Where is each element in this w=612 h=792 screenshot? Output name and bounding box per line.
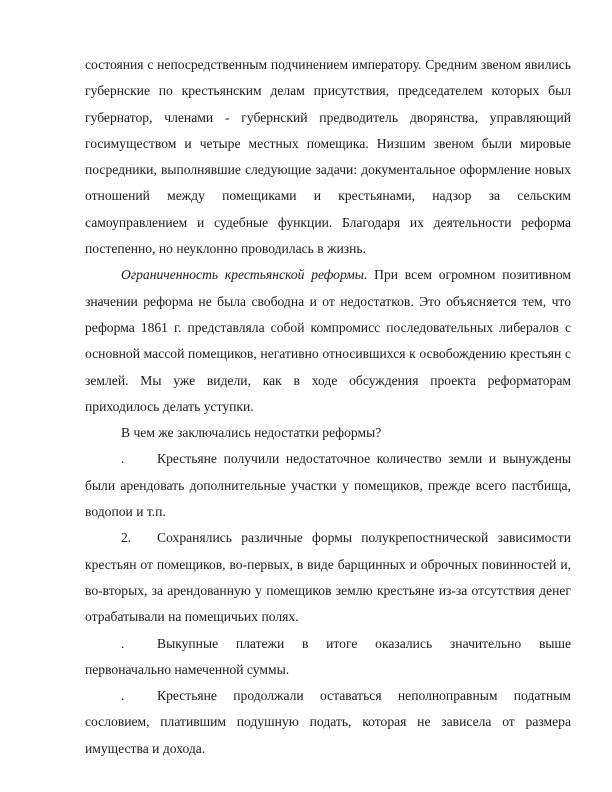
- paragraph-reform-limitations: [85, 262, 571, 420]
- list-item-3: [85, 631, 571, 684]
- paragraph-reform-structure: состояния с непосредственным подчинением императору. Средним звеном явились губернские по крестьянским делам присутствия, председателем которых был губернатор, членами - губернский предводитель дворянства, управляющий госимуществом и четыре местных помещика. Низшим звеном были мировые посредники, выполнявшие следующие задачи: документальное оформление новых отношений между помещиками и крестьянами, надзор за сельским самоуправлением и судебные функции. Благодаря их деятельности реформа постепенно, но неуклонно проводилась в жизнь.: [85, 57, 571, 257]
- list-marker-3: .: [121, 635, 125, 651]
- list-item-1-text: Крестьяне получили недостаточное количество земли и вынуждены были арендовать дополнительные участки у помещиков, прежде всего пастбища, водопои и т.п.: [85, 451, 571, 520]
- list-marker-1: .: [121, 451, 125, 467]
- paragraph-question: В чем же заключались недостатки реформы?: [121, 425, 382, 441]
- list-item-2-text: Сохранялись различные формы полукрепостнической зависимости крестьян от помещиков, во-первых, в виде барщинных и оброчных повинностей и, во-вторых, за арендованную у помещиков землю крестьяне из-за отсутствия денег отрабатывали на помещичьих полях.: [85, 530, 571, 625]
- list-item-3-text: Выкупные платежи в итоге оказались значительно выше первоначально намеченной суммы.: [85, 635, 571, 677]
- list-item-1: [85, 446, 571, 525]
- list-item-4: [85, 683, 571, 762]
- document-body: [85, 52, 571, 762]
- list-marker-4: .: [121, 688, 125, 704]
- list-item-2: [85, 525, 571, 630]
- list-item-4-text: Крестьяне продолжали оставаться неполноправным податным сословием, платившим подушную подать, которая не зависела от размера имущества и дохода.: [85, 688, 571, 756]
- list-marker-2: 2.: [121, 530, 132, 546]
- section-heading-limitations: Ограниченность крестьянской реформы.: [121, 267, 368, 283]
- paragraph-limitations-body: При всем огромном позитивном значении реформа не была свободна и от недостатков. Это объясняется тем, что реформа 1861 г. представляла собой компромисс последовательных либералов с основной массой помещиков, негативно относившихся к освобождению крестьян с землей. Мы уже видели, как в ходе обсуждения проекта реформаторам приходилось делать уступки.: [85, 267, 571, 414]
